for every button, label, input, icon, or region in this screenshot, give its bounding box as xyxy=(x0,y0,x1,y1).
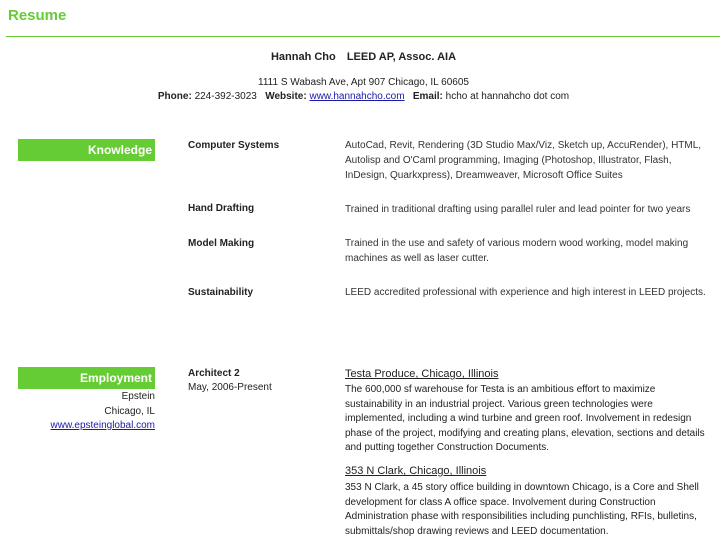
project-title: Testa Produce, Chicago, Illinois xyxy=(345,368,499,380)
email-label: Email: xyxy=(412,91,443,102)
knowledge-desc: AutoCad, Revit, Rendering (3D Studio Max/Viz, Sketch up, AccuRender), HTML, Autolisp and O'Caml programming, Imaging (Photoshop, Illustrator, Flash, InDesign, Quarkxpress), Dreamweaver, Microsoft Office Suites xyxy=(345,140,702,181)
knowledge-desc: Trained in the use and safety of various modern wood working, model making machines as well as laser cutter. xyxy=(345,238,689,264)
project-desc: 353 N Clark, a 45 story office building in downtown Chicago, is a Core and Shell development for class A office space. Involvement during Construction Administration phase with responsibilities including punchlisting, RFIs, bulletins, submittals/shop drawing reviews and LEED documentation. xyxy=(345,482,699,537)
website-link[interactable]: www.hannahcho.com xyxy=(309,91,405,102)
contact-line xyxy=(0,91,727,102)
address-line: 1111 S Wabash Ave, Apt 907 Chicago, IL 60605 xyxy=(258,77,469,88)
knowledge-desc: Trained in traditional drafting using parallel ruler and lead pointer for two years xyxy=(345,204,691,215)
person-name: Hannah Cho xyxy=(270,51,336,63)
person-credentials: LEED AP, Assoc. AIA xyxy=(346,51,457,63)
section-label-employment: Employment xyxy=(18,367,155,389)
header-divider xyxy=(6,36,720,37)
job-dates: May, 2006-Present xyxy=(188,382,272,393)
project-title: 353 N Clark, Chicago, Illinois xyxy=(345,465,487,477)
employer-location: Chicago, IL xyxy=(104,406,155,417)
employer-link[interactable]: www.epsteinglobal.com xyxy=(50,420,155,431)
website-label: Website: xyxy=(265,91,307,102)
phone-value: 224-392-3023 xyxy=(194,91,257,102)
knowledge-title: Hand Drafting xyxy=(188,203,255,214)
knowledge-title: Computer Systems xyxy=(188,140,280,151)
section-label-knowledge: Knowledge xyxy=(18,139,155,161)
knowledge-desc: LEED accredited professional with experience and high interest in LEED projects. xyxy=(345,287,706,298)
project-desc: The 600,000 sf warehouse for Testa is an ambitious effort to maximize sustainability in an industrial project. Various green technologies were implemented, including a wind turbine and green roof. Involvement in redesign phase of the project, modifying and creating plans, elevation, sections and details and putting together Construction Documents. xyxy=(345,384,705,454)
job-title: Architect 2 xyxy=(188,368,240,379)
phone-label: Phone: xyxy=(157,91,192,102)
page-title: Resume xyxy=(8,7,67,24)
email-value: hcho at hannahcho dot com xyxy=(445,91,570,102)
employer-link-wrap xyxy=(18,420,155,431)
knowledge-title: Sustainability xyxy=(188,287,254,298)
employer-name: Epstein xyxy=(121,391,155,402)
knowledge-title: Model Making xyxy=(188,238,255,249)
name-line xyxy=(0,51,727,63)
